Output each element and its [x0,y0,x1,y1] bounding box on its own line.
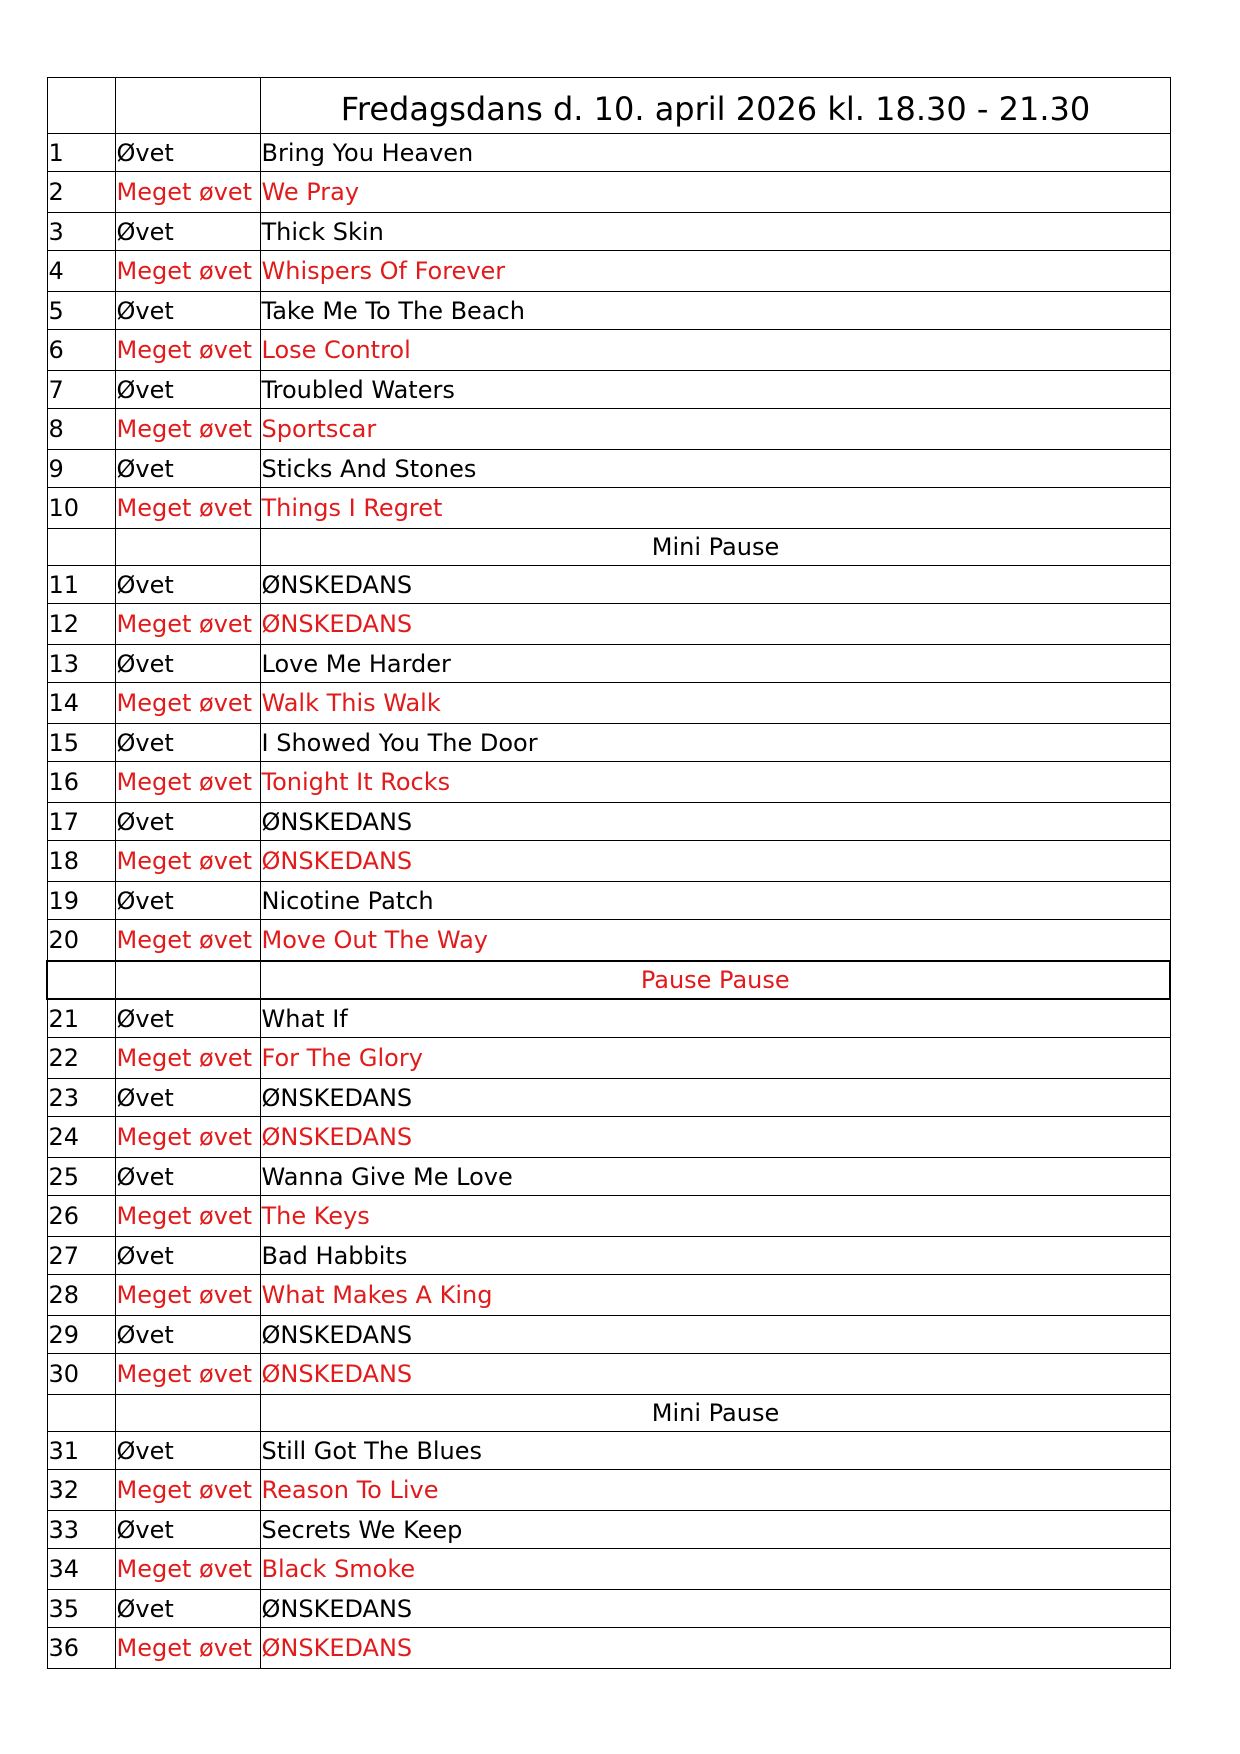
dance-level: Meget øvet [115,1354,260,1395]
dance-song: Sportscar [260,409,1170,450]
dance-number: 24 [47,1117,115,1158]
dance-number: 35 [47,1590,115,1628]
dance-level: Meget øvet [115,1275,260,1316]
dance-number: 30 [47,1354,115,1395]
dance-row [47,1316,1170,1354]
schedule-body [47,78,1170,1669]
dance-number: 27 [47,1237,115,1275]
pause-label: Mini Pause [260,1395,1170,1432]
dance-row [47,762,1170,803]
dance-level: Øvet [115,134,260,172]
dance-song: Thick Skin [260,213,1170,251]
dance-row [47,134,1170,172]
dance-row [47,1432,1170,1470]
dance-row [47,566,1170,604]
pause-row [47,1395,1170,1432]
dance-number: 3 [47,213,115,251]
pause-blank-level [115,529,260,566]
dance-number: 18 [47,841,115,882]
dance-level: Øvet [115,724,260,762]
dance-row [47,803,1170,841]
dance-row [47,999,1170,1038]
dance-level: Meget øvet [115,1470,260,1511]
dance-song: Walk This Walk [260,683,1170,724]
pause-blank-number [47,1395,115,1432]
dance-level: Øvet [115,1316,260,1354]
dance-song: ØNSKEDANS [260,1628,1170,1669]
dance-row [47,604,1170,645]
pause-blank-number [47,529,115,566]
dance-number: 10 [47,488,115,529]
dance-number: 29 [47,1316,115,1354]
dance-song: ØNSKEDANS [260,1590,1170,1628]
dance-number: 22 [47,1038,115,1079]
dance-song: The Keys [260,1196,1170,1237]
dance-song: Bring You Heaven [260,134,1170,172]
dance-song: ØNSKEDANS [260,604,1170,645]
dance-song: ØNSKEDANS [260,1079,1170,1117]
dance-level: Meget øvet [115,1628,260,1669]
dance-song: Still Got The Blues [260,1432,1170,1470]
dance-number: 26 [47,1196,115,1237]
dance-row [47,213,1170,251]
page-title: Fredagsdans d. 10. april 2026 kl. 18.30 - 21.30 [260,78,1170,134]
dance-song: For The Glory [260,1038,1170,1079]
dance-number: 33 [47,1511,115,1549]
dance-number: 9 [47,450,115,488]
dance-song: We Pray [260,172,1170,213]
dance-level: Meget øvet [115,841,260,882]
dance-song: ØNSKEDANS [260,1316,1170,1354]
dance-number: 34 [47,1549,115,1590]
dance-number: 7 [47,371,115,409]
dance-number: 17 [47,803,115,841]
dance-level: Øvet [115,882,260,920]
dance-level: Øvet [115,292,260,330]
dance-row [47,1038,1170,1079]
dance-number: 6 [47,330,115,371]
dance-level: Meget øvet [115,330,260,371]
dance-row [47,1590,1170,1628]
dance-row [47,724,1170,762]
title-blank-level [115,78,260,134]
pause-label: Pause Pause [260,961,1170,999]
dance-row [47,488,1170,529]
dance-number: 32 [47,1470,115,1511]
dance-number: 12 [47,604,115,645]
dance-song: ØNSKEDANS [260,841,1170,882]
dance-number: 25 [47,1158,115,1196]
dance-number: 11 [47,566,115,604]
dance-number: 16 [47,762,115,803]
dance-song: Troubled Waters [260,371,1170,409]
dance-level: Meget øvet [115,920,260,962]
dance-level: Øvet [115,213,260,251]
dance-level: Meget øvet [115,604,260,645]
dance-song: Bad Habbits [260,1237,1170,1275]
dance-row [47,1628,1170,1669]
dance-row [47,1470,1170,1511]
dance-level: Øvet [115,645,260,683]
dance-row [47,409,1170,450]
dance-level: Meget øvet [115,251,260,292]
dance-song: Take Me To The Beach [260,292,1170,330]
dance-level: Øvet [115,1158,260,1196]
dance-song: I Showed You The Door [260,724,1170,762]
dance-row [47,645,1170,683]
dance-number: 13 [47,645,115,683]
pause-blank-number [47,961,115,999]
title-row [47,78,1170,134]
dance-level: Øvet [115,803,260,841]
dance-row [47,841,1170,882]
dance-level: Meget øvet [115,172,260,213]
dance-level: Øvet [115,1237,260,1275]
dance-level: Meget øvet [115,762,260,803]
dance-row [47,172,1170,213]
title-blank-number [47,78,115,134]
dance-row [47,920,1170,962]
dance-number: 2 [47,172,115,213]
dance-row [47,882,1170,920]
dance-song: Black Smoke [260,1549,1170,1590]
dance-song: Lose Control [260,330,1170,371]
dance-level: Meget øvet [115,409,260,450]
dance-row [47,450,1170,488]
pause-label: Mini Pause [260,529,1170,566]
dance-song: Whispers Of Forever [260,251,1170,292]
dance-row [47,683,1170,724]
dance-song: Move Out The Way [260,920,1170,962]
dance-song: Tonight It Rocks [260,762,1170,803]
dance-level: Øvet [115,450,260,488]
dance-song: Nicotine Patch [260,882,1170,920]
dance-row [47,330,1170,371]
dance-number: 15 [47,724,115,762]
dance-number: 21 [47,999,115,1038]
dance-level: Meget øvet [115,1196,260,1237]
dance-row [47,1117,1170,1158]
dance-row [47,1354,1170,1395]
dance-song: Love Me Harder [260,645,1170,683]
dance-song: What Makes A King [260,1275,1170,1316]
dance-number: 28 [47,1275,115,1316]
pause-blank-level [115,1395,260,1432]
dance-song: Wanna Give Me Love [260,1158,1170,1196]
dance-row [47,1196,1170,1237]
dance-row [47,1158,1170,1196]
dance-song: Reason To Live [260,1470,1170,1511]
dance-level: Meget øvet [115,488,260,529]
dance-level: Øvet [115,1511,260,1549]
dance-level: Meget øvet [115,1549,260,1590]
dance-song: ØNSKEDANS [260,1117,1170,1158]
dance-number: 31 [47,1432,115,1470]
dance-number: 20 [47,920,115,962]
dance-row [47,1511,1170,1549]
dance-song: Sticks And Stones [260,450,1170,488]
dance-level: Øvet [115,1590,260,1628]
dance-level: Øvet [115,371,260,409]
dance-song: Secrets We Keep [260,1511,1170,1549]
dance-song: What If [260,999,1170,1038]
dance-level: Meget øvet [115,1038,260,1079]
dance-level: Øvet [115,566,260,604]
dance-number: 4 [47,251,115,292]
pause-row [47,529,1170,566]
dance-level: Meget øvet [115,1117,260,1158]
dance-row [47,251,1170,292]
dance-number: 5 [47,292,115,330]
dance-number: 23 [47,1079,115,1117]
dance-number: 1 [47,134,115,172]
dance-row [47,1549,1170,1590]
dance-level: Øvet [115,1432,260,1470]
dance-number: 36 [47,1628,115,1669]
dance-number: 14 [47,683,115,724]
dance-song: ØNSKEDANS [260,803,1170,841]
dance-level: Meget øvet [115,683,260,724]
dance-level: Øvet [115,1079,260,1117]
dance-level: Øvet [115,999,260,1038]
dance-row [47,1079,1170,1117]
dance-row [47,1275,1170,1316]
dance-number: 8 [47,409,115,450]
dance-row [47,292,1170,330]
pause-row [47,961,1170,999]
dance-song: ØNSKEDANS [260,566,1170,604]
dance-song: Things I Regret [260,488,1170,529]
dance-schedule-table [46,77,1171,1669]
dance-row [47,1237,1170,1275]
dance-song: ØNSKEDANS [260,1354,1170,1395]
pause-blank-level [115,961,260,999]
dance-row [47,371,1170,409]
dance-number: 19 [47,882,115,920]
